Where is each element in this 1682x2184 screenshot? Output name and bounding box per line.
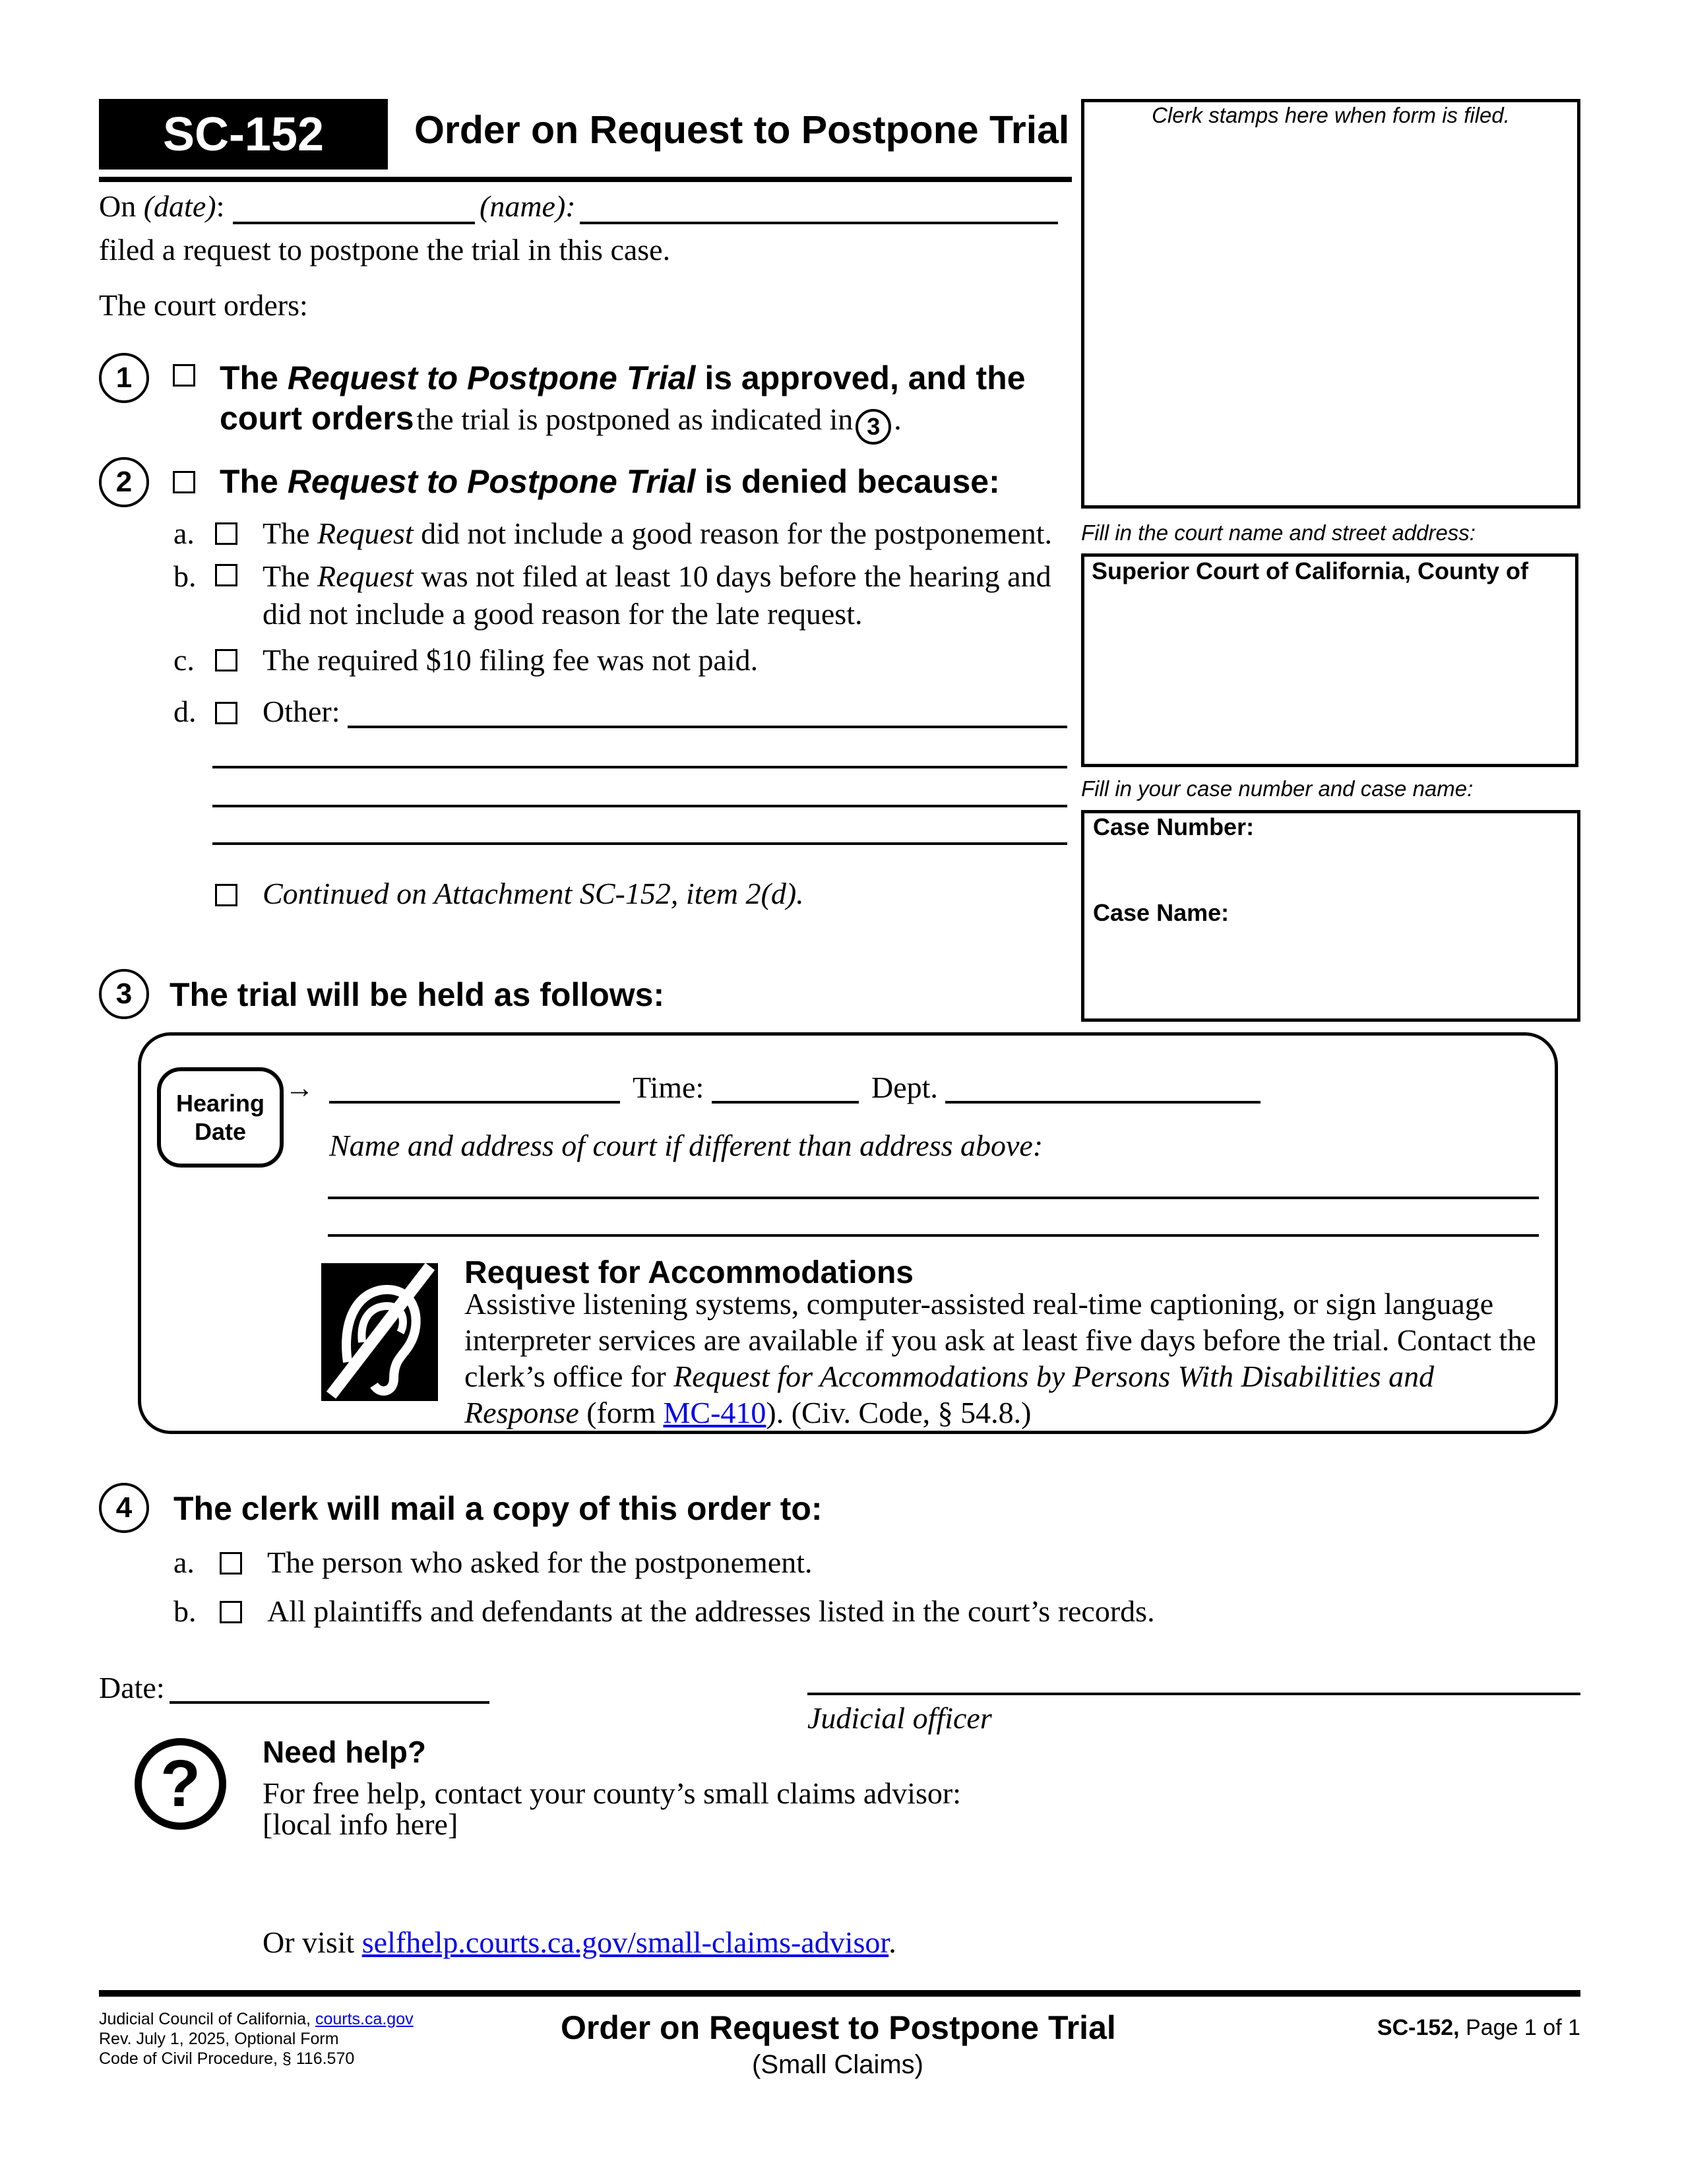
case-name-label: Case Name:	[1093, 899, 1230, 926]
dept-label: Dept.	[871, 1071, 938, 1104]
address-label: Name and address of court if different than address above:	[329, 1129, 1043, 1162]
dept-input[interactable]	[945, 1101, 1261, 1104]
item-3-ref: 3	[856, 409, 891, 445]
hearing-assistance-icon	[321, 1263, 438, 1401]
address-input-line-1[interactable]	[328, 1197, 1539, 1199]
court-name-label: Fill in the court name and street address:	[1081, 520, 1476, 545]
court-orders-text: The court orders:	[99, 288, 308, 322]
reason-a-checkbox[interactable]	[215, 522, 237, 545]
reason-d-text: Other:	[263, 695, 340, 728]
hearing-date-input[interactable]	[329, 1101, 620, 1104]
continued-text: Continued on Attachment SC-152, item 2(d).	[263, 877, 804, 910]
footer-title: Order on Request to Postpone Trial	[561, 2009, 1116, 2046]
date-label: (date)	[143, 189, 216, 223]
time-label: Time:	[633, 1071, 704, 1104]
court-name-text: Superior Court of California, County of	[1092, 557, 1528, 584]
other-input-line-3[interactable]	[212, 805, 1067, 807]
help-heading: Need help?	[263, 1735, 426, 1769]
reason-a-text: The Request did not include a good reason for the postponement.	[263, 516, 1052, 550]
mc-410-link[interactable]: MC-410	[663, 1396, 766, 1429]
mail-a-text: The person who asked for the postponement.	[267, 1545, 813, 1579]
filed-text: filed a request to postpone the trial in this case.	[99, 233, 671, 266]
item-2-number: 2	[99, 457, 149, 507]
footer-council: Judicial Council of California, courts.ca.gov	[99, 2010, 414, 2028]
reason-d-checkbox[interactable]	[215, 702, 237, 724]
accommodations-line-3: clerk’s office for Request for Accommodations by Persons With Disabilities and	[464, 1359, 1435, 1393]
item-1-line2: court orders the trial is postponed as indicated in 3 .	[220, 402, 902, 445]
clerk-stamp-box	[1081, 99, 1580, 509]
date-label: Date:	[99, 1671, 165, 1704]
hearing-label: Hearing	[175, 1089, 265, 1117]
mail-a-checkbox[interactable]	[220, 1552, 242, 1575]
footer-page: SC-152, Page 1 of 1	[1377, 2015, 1580, 2040]
footer-rev: Rev. July 1, 2025, Optional Form	[99, 2030, 339, 2048]
reason-c-checkbox[interactable]	[215, 649, 237, 671]
help-line-2: [local info here]	[263, 1807, 458, 1841]
item-2-heading: The Request to Postpone Trial is denied because:	[220, 463, 1000, 500]
accommodations-heading: Request for Accommodations	[464, 1255, 914, 1290]
other-input-line-1[interactable]	[348, 726, 1067, 728]
footer-subtitle: (Small Claims)	[752, 2050, 923, 2079]
reason-a-letter: a.	[173, 516, 195, 550]
judicial-officer-label: Judicial officer	[807, 1701, 992, 1735]
header-rule	[99, 177, 1072, 182]
item-1-checkbox[interactable]	[173, 364, 195, 387]
case-info-label: Fill in your case number and case name:	[1081, 776, 1474, 801]
help-line-1: For free help, contact your county’s small claims advisor:	[263, 1776, 962, 1810]
help-visit: Or visit selfhelp.courts.ca.gov/small-claims-advisor.	[263, 1925, 896, 1959]
mail-a-letter: a.	[173, 1545, 195, 1579]
reason-b-text: The Request was not filed at least 10 days before the hearing and	[263, 559, 1051, 593]
form-number-badge	[99, 99, 388, 170]
form-number: SC-152	[162, 108, 325, 161]
name-label: (name):	[480, 189, 576, 223]
item-2-checkbox[interactable]	[173, 471, 195, 493]
date-label: Date	[194, 1118, 247, 1145]
accommodations-line-1: Assistive listening systems, computer-assisted real-time captioning, or sign language	[464, 1287, 1494, 1321]
item-1-line1: The Request to Postpone Trial is approved, and the	[220, 359, 1026, 396]
item-3-number: 3	[99, 969, 149, 1019]
on-date-line: On (date):	[99, 189, 225, 223]
help-question-icon: ?	[135, 1738, 226, 1830]
mail-b-text: All plaintiffs and defendants at the addresses listed in the court’s records.	[267, 1594, 1155, 1628]
form-title: Order on Request to Postpone Trial	[414, 108, 1070, 152]
arrow-right-icon: →	[285, 1072, 314, 1104]
signature-date-input[interactable]	[170, 1701, 489, 1704]
item-4-heading: The clerk will mail a copy of this order to:	[173, 1490, 823, 1527]
clerk-stamp-label: Clerk stamps here when form is filed.	[1152, 103, 1510, 127]
other-input-line-4[interactable]	[212, 842, 1067, 845]
accommodations-line-4: Response (form MC-410). (Civ. Code, § 54.8.)	[464, 1396, 1032, 1429]
reason-b-letter: b.	[173, 559, 197, 593]
mail-b-letter: b.	[173, 1594, 197, 1628]
judicial-officer-signature-line[interactable]	[807, 1693, 1580, 1695]
court-name-box[interactable]	[1081, 553, 1578, 767]
courts-link[interactable]: courts.ca.gov	[315, 2010, 414, 2028]
item-4-number: 4	[99, 1483, 149, 1533]
selfhelp-link[interactable]: selfhelp.courts.ca.gov/small-claims-advisor	[361, 1925, 889, 1959]
date-input[interactable]	[233, 222, 475, 224]
footer-rule	[99, 1990, 1580, 1997]
reason-c-text: The required $10 filing fee was not paid.	[263, 643, 759, 677]
item-1-number: 1	[99, 353, 149, 403]
reason-b-checkbox[interactable]	[215, 564, 237, 586]
on-label: On	[99, 189, 137, 223]
time-input[interactable]	[712, 1101, 859, 1104]
address-input-line-2[interactable]	[328, 1234, 1539, 1237]
footer-code: Code of Civil Procedure, § 116.570	[99, 2049, 355, 2068]
reason-b-text-line2: did not include a good reason for the late request.	[263, 597, 863, 631]
case-number-label: Case Number:	[1093, 813, 1255, 840]
hearing-date-badge	[157, 1067, 284, 1168]
reason-d-letter: d.	[173, 695, 197, 728]
other-input-line-2[interactable]	[212, 766, 1067, 768]
reason-c-letter: c.	[173, 643, 195, 677]
item-3-heading: The trial will be held as follows:	[170, 976, 665, 1013]
accommodations-line-2: interpreter services are available if you ask at least five days before the trial. Contact the	[464, 1323, 1536, 1357]
name-input[interactable]	[580, 222, 1058, 224]
continued-checkbox[interactable]	[215, 884, 237, 906]
mail-b-checkbox[interactable]	[220, 1601, 242, 1623]
